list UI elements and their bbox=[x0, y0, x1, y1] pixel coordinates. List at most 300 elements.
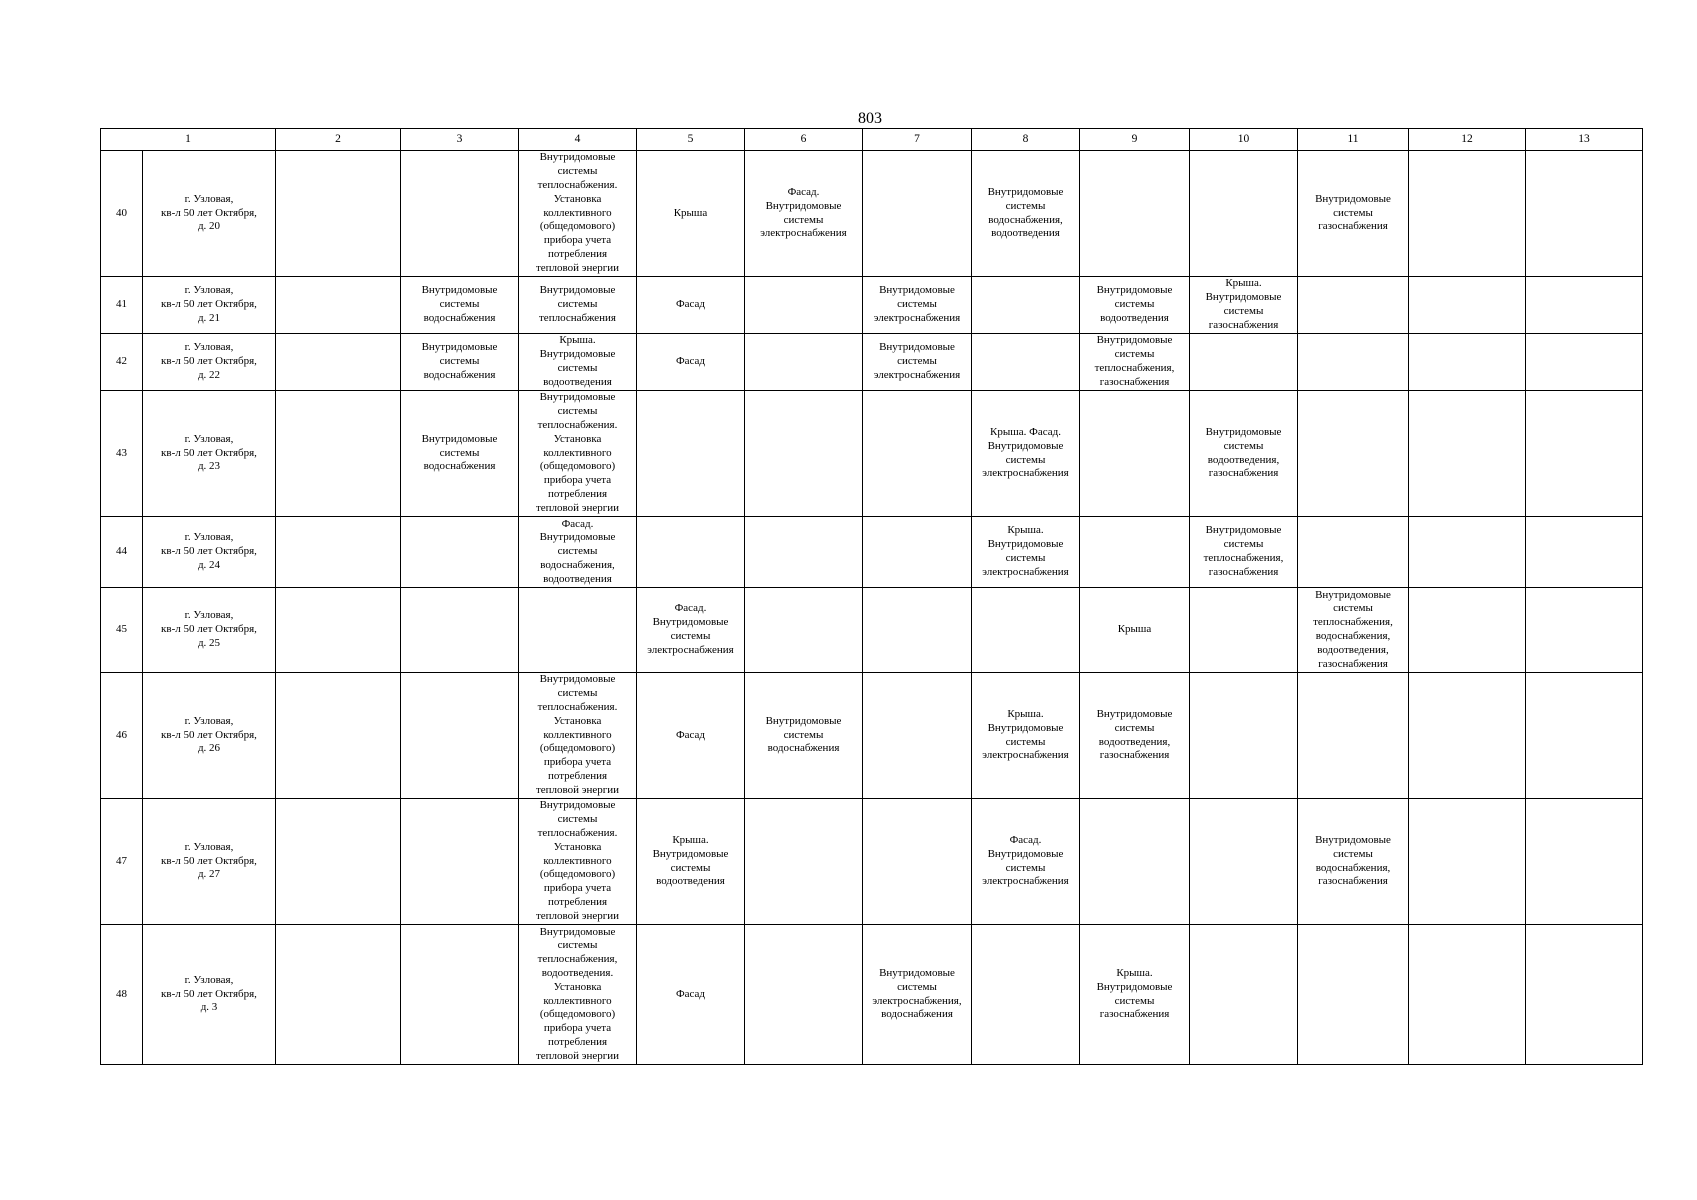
cell-line: теплоснабжения, bbox=[1203, 552, 1284, 564]
cell-line: электроснабжения bbox=[647, 643, 734, 656]
work-cell-col-6 bbox=[745, 799, 863, 925]
address-cell bbox=[143, 799, 276, 925]
cell-line: г. Узловая, bbox=[184, 432, 234, 445]
row-number: 46 bbox=[101, 673, 143, 799]
cell-line: (общедомового) bbox=[539, 220, 616, 233]
cell-line: тепловой энергии bbox=[535, 501, 620, 514]
header-row bbox=[101, 129, 1643, 151]
work-cell-col-9 bbox=[1080, 799, 1190, 925]
work-cell-col-3 bbox=[401, 588, 519, 673]
cell-line: водоотведения bbox=[991, 227, 1060, 240]
cell-line: водоотведения bbox=[1100, 311, 1169, 324]
cell-line: электроснабжения bbox=[873, 311, 961, 324]
cell-line: (общедомового) bbox=[539, 1008, 616, 1021]
cell-line: водоснабжения bbox=[881, 1008, 953, 1021]
cell-line: водоснабжения bbox=[423, 311, 496, 324]
cell-line: кв-л 50 лет Октября, bbox=[161, 446, 257, 459]
work-cell-col-12 bbox=[1409, 588, 1526, 673]
work-cell-col-13 bbox=[1526, 517, 1643, 588]
cell-line: кв-л 50 лет Октября, bbox=[161, 854, 257, 867]
cell-line: системы bbox=[1005, 735, 1046, 748]
column-header: 3 bbox=[401, 129, 519, 151]
cell-line: системы bbox=[557, 298, 598, 311]
cell-line: системы bbox=[1333, 602, 1373, 615]
work-cell-col-8 bbox=[972, 673, 1080, 799]
row-number: 45 bbox=[101, 588, 143, 673]
cell-line: системы bbox=[1114, 721, 1155, 734]
cell-line: водоснабжения, bbox=[540, 558, 615, 571]
cell-line: Внутридомовые bbox=[987, 847, 1064, 860]
cell-line: кв-л 50 лет Октября, bbox=[161, 545, 257, 558]
work-cell-col-11 bbox=[1298, 925, 1409, 1065]
work-cell-col-13 bbox=[1526, 673, 1643, 799]
work-cell-col-10 bbox=[1190, 925, 1298, 1065]
cell-line: Крыша. bbox=[672, 833, 709, 846]
cell-line: г. Узловая, bbox=[184, 341, 234, 354]
work-cell-col-9 bbox=[1080, 588, 1190, 673]
cell-line: Фасад bbox=[675, 987, 706, 1000]
cell-line: системы bbox=[557, 939, 598, 952]
work-cell-col-10 bbox=[1190, 799, 1298, 925]
work-cell-col-9 bbox=[1080, 391, 1190, 517]
cell-line: тепловой энергии bbox=[535, 783, 620, 796]
cell-line: Внутридомовые bbox=[1315, 833, 1391, 846]
work-cell-col-4 bbox=[519, 925, 637, 1065]
cell-line: системы bbox=[1114, 348, 1155, 361]
cell-line: системы bbox=[1333, 206, 1373, 219]
work-cell-col-7 bbox=[863, 334, 972, 391]
cell-line: Внутридомовые bbox=[1096, 334, 1173, 347]
column-header: 11 bbox=[1298, 129, 1409, 151]
cell-line: системы bbox=[557, 687, 598, 700]
cell-line: Фасад. bbox=[787, 185, 820, 198]
work-cell-col-4 bbox=[519, 673, 637, 799]
cell-line: кв-л 50 лет Октября, bbox=[161, 355, 257, 368]
work-cell-col-11 bbox=[1298, 673, 1409, 799]
cell-line: системы bbox=[1005, 552, 1046, 564]
cell-line: системы bbox=[897, 980, 937, 993]
work-cell-col-5 bbox=[637, 151, 745, 277]
cell-line: Крыша. Фасад. bbox=[990, 425, 1061, 438]
work-cell-col-8 bbox=[972, 277, 1080, 334]
cell-line: Внутридомовые bbox=[987, 721, 1064, 734]
cell-line: (общедомового) bbox=[539, 460, 616, 473]
work-cell-col-7 bbox=[863, 588, 972, 673]
cell-line: д. 26 bbox=[197, 742, 221, 755]
work-cell-col-3 bbox=[401, 517, 519, 588]
work-cell-col-6 bbox=[745, 334, 863, 391]
cell-line: теплоснабжения, bbox=[1313, 616, 1393, 629]
work-cell-col-3 bbox=[401, 277, 519, 334]
cell-line: Внутридомовые bbox=[879, 284, 955, 297]
cell-line: водоснабжения, bbox=[1315, 861, 1391, 874]
cell-line: потребления bbox=[547, 769, 608, 782]
cell-line: Внутридомовые bbox=[1205, 425, 1282, 438]
work-cell-col-4 bbox=[519, 334, 637, 391]
work-cell-col-5 bbox=[637, 799, 745, 925]
cell-line: Установка bbox=[553, 980, 602, 993]
cell-line: тепловой энергии bbox=[535, 1049, 620, 1062]
cell-line: прибора учета bbox=[543, 882, 612, 895]
work-cell-col-13 bbox=[1526, 799, 1643, 925]
cell-line: водоснабжения, bbox=[1315, 630, 1391, 642]
work-cell-col-7 bbox=[863, 151, 972, 277]
work-cell-col-5 bbox=[637, 588, 745, 673]
cell-line: Внутридомовые bbox=[987, 185, 1064, 198]
cell-line: системы bbox=[1114, 994, 1155, 1007]
work-cell-col-12 bbox=[1409, 277, 1526, 334]
cell-line: Крыша bbox=[673, 206, 708, 219]
work-cell-col-5 bbox=[637, 517, 745, 588]
table-row bbox=[101, 151, 1643, 277]
cell-line: Фасад. bbox=[561, 517, 594, 530]
cell-line: системы bbox=[897, 355, 937, 368]
cell-line: водоотведения bbox=[656, 875, 725, 888]
table-row bbox=[101, 334, 1643, 391]
cell-line: электроснабжения, bbox=[872, 994, 962, 1007]
work-cell-col-8 bbox=[972, 391, 1080, 517]
cell-line: Внутридомовые bbox=[539, 799, 616, 812]
work-cell-col-7 bbox=[863, 925, 972, 1065]
work-cell-col-13 bbox=[1526, 391, 1643, 517]
work-cell-col-12 bbox=[1409, 334, 1526, 391]
address-cell bbox=[143, 391, 276, 517]
work-cell-col-3 bbox=[401, 925, 519, 1065]
table-row bbox=[101, 799, 1643, 925]
cell-line: Внутридомовые bbox=[879, 341, 955, 354]
cell-line: г. Узловая, bbox=[184, 284, 234, 297]
cell-line: Крыша bbox=[1117, 623, 1152, 636]
cell-line: г. Узловая, bbox=[184, 973, 234, 986]
cell-line: системы bbox=[783, 728, 824, 741]
work-cell-col-6 bbox=[745, 925, 863, 1065]
cell-line: теплоснабжения. bbox=[537, 179, 618, 191]
cell-line: Фасад bbox=[675, 298, 706, 311]
cell-line: водоснабжения bbox=[767, 742, 840, 755]
cell-line: системы bbox=[897, 298, 937, 311]
cell-line: Внутридомовые bbox=[421, 432, 498, 445]
work-cell-col-6 bbox=[745, 391, 863, 517]
work-cell-col-9 bbox=[1080, 673, 1190, 799]
cell-line: системы bbox=[1005, 453, 1046, 466]
cell-line: кв-л 50 лет Октября, bbox=[161, 623, 257, 636]
work-cell-col-7 bbox=[863, 799, 972, 925]
cell-line: Внутридомовые bbox=[1096, 980, 1173, 993]
cell-line: д. 22 bbox=[197, 368, 221, 381]
work-cell-col-9 bbox=[1080, 517, 1190, 588]
cell-line: теплоснабжения. bbox=[537, 701, 618, 713]
cell-line: прибора учета bbox=[543, 756, 612, 769]
cell-line: системы bbox=[557, 813, 598, 826]
work-cell-col-10 bbox=[1190, 277, 1298, 334]
cell-line: коллективного bbox=[543, 206, 612, 219]
work-cell-col-13 bbox=[1526, 151, 1643, 277]
work-cell-col-2 bbox=[276, 277, 401, 334]
column-header: 13 bbox=[1526, 129, 1643, 151]
cell-line: газоснабжения bbox=[1208, 467, 1279, 480]
work-cell-col-9 bbox=[1080, 277, 1190, 334]
cell-line: газоснабжения bbox=[1318, 657, 1388, 670]
cell-line: д. 21 bbox=[197, 311, 221, 324]
page-number: 803 bbox=[858, 110, 882, 127]
cell-line: д. 23 bbox=[197, 460, 221, 473]
table-row bbox=[101, 673, 1643, 799]
cell-line: д. 3 bbox=[200, 1001, 218, 1014]
cell-line: водоотведения, bbox=[1207, 453, 1280, 466]
cell-line: газоснабжения bbox=[1099, 749, 1170, 762]
cell-line: водоснабжения bbox=[423, 460, 496, 473]
cell-line: электроснабжения bbox=[760, 227, 847, 240]
cell-line: теплоснабжения. bbox=[537, 827, 618, 839]
cell-line: д. 24 bbox=[197, 558, 221, 571]
work-cell-col-2 bbox=[276, 673, 401, 799]
table-row bbox=[101, 277, 1643, 334]
cell-line: системы bbox=[439, 298, 480, 311]
column-header: 9 bbox=[1080, 129, 1190, 151]
column-header: 7 bbox=[863, 129, 972, 151]
cell-line: Крыша. bbox=[559, 334, 596, 347]
work-cell-col-4 bbox=[519, 799, 637, 925]
cell-line: Внутридомовые bbox=[539, 391, 616, 404]
row-number: 40 bbox=[101, 151, 143, 277]
table-row bbox=[101, 517, 1643, 588]
cell-line: (общедомового) bbox=[539, 868, 616, 881]
cell-line: д. 27 bbox=[197, 868, 221, 881]
cell-line: потребления bbox=[547, 1035, 608, 1048]
cell-line: д. 20 bbox=[197, 220, 221, 233]
cell-line: электроснабжения bbox=[982, 467, 1069, 480]
work-cell-col-2 bbox=[276, 334, 401, 391]
cell-line: Внутридомовые bbox=[765, 199, 842, 212]
work-cell-col-5 bbox=[637, 673, 745, 799]
cell-line: г. Узловая, bbox=[184, 840, 234, 853]
cell-line: Установка bbox=[553, 714, 602, 727]
work-cell-col-3 bbox=[401, 334, 519, 391]
cell-line: системы bbox=[1223, 439, 1264, 452]
cell-line: системы bbox=[1005, 199, 1046, 212]
cell-line: г. Узловая, bbox=[184, 531, 234, 544]
cell-line: Установка bbox=[553, 192, 602, 205]
cell-line: коллективного bbox=[543, 728, 612, 741]
column-header: 12 bbox=[1409, 129, 1526, 151]
work-cell-col-12 bbox=[1409, 925, 1526, 1065]
column-header: 10 bbox=[1190, 129, 1298, 151]
work-cell-col-5 bbox=[637, 391, 745, 517]
work-cell-col-6 bbox=[745, 673, 863, 799]
work-cell-col-2 bbox=[276, 517, 401, 588]
work-cell-col-6 bbox=[745, 151, 863, 277]
cell-line: прибора учета bbox=[543, 234, 612, 247]
cell-line: Внутридомовые bbox=[1315, 192, 1391, 205]
work-cell-col-10 bbox=[1190, 151, 1298, 277]
cell-line: водоотведения. bbox=[541, 966, 614, 979]
cell-line: г. Узловая, bbox=[184, 192, 234, 205]
cell-line: теплоснабжения, bbox=[1094, 362, 1175, 374]
work-cell-col-9 bbox=[1080, 925, 1190, 1065]
cell-line: кв-л 50 лет Октября, bbox=[161, 298, 257, 311]
cell-line: системы bbox=[557, 405, 598, 418]
work-cell-col-7 bbox=[863, 673, 972, 799]
cell-line: газоснабжения bbox=[1318, 220, 1388, 233]
cell-line: системы bbox=[783, 213, 824, 226]
cell-line: потребления bbox=[547, 487, 608, 500]
work-cell-col-7 bbox=[863, 277, 972, 334]
cell-line: г. Узловая, bbox=[184, 609, 234, 622]
work-cell-col-12 bbox=[1409, 673, 1526, 799]
work-cell-col-13 bbox=[1526, 334, 1643, 391]
work-cell-col-12 bbox=[1409, 799, 1526, 925]
cell-line: системы bbox=[670, 861, 711, 874]
cell-line: кв-л 50 лет Октября, bbox=[161, 987, 257, 1000]
work-cell-col-3 bbox=[401, 151, 519, 277]
work-cell-col-12 bbox=[1409, 517, 1526, 588]
cell-line: теплоснабжения bbox=[539, 311, 616, 324]
cell-line: потребления bbox=[547, 247, 608, 260]
work-cell-col-2 bbox=[276, 391, 401, 517]
work-cell-col-8 bbox=[972, 799, 1080, 925]
cell-line: Внутридомовые bbox=[539, 925, 616, 938]
cell-line: Внутридомовые bbox=[421, 284, 498, 297]
cell-line: Внутридомовые bbox=[1096, 284, 1173, 297]
cell-line: электроснабжения bbox=[982, 749, 1069, 762]
cell-line: Внутридомовые bbox=[1205, 291, 1282, 304]
cell-line: водоснабжения bbox=[423, 368, 496, 381]
work-cell-col-13 bbox=[1526, 277, 1643, 334]
work-cell-col-12 bbox=[1409, 391, 1526, 517]
work-cell-col-11 bbox=[1298, 588, 1409, 673]
work-cell-col-8 bbox=[972, 925, 1080, 1065]
cell-line: коллективного bbox=[543, 854, 612, 867]
work-cell-col-11 bbox=[1298, 799, 1409, 925]
work-cell-col-4 bbox=[519, 391, 637, 517]
cell-line: тепловой энергии bbox=[535, 261, 620, 274]
work-cell-col-10 bbox=[1190, 517, 1298, 588]
cell-line: системы bbox=[439, 355, 480, 368]
work-cell-col-2 bbox=[276, 588, 401, 673]
address-cell bbox=[143, 673, 276, 799]
work-cell-col-11 bbox=[1298, 517, 1409, 588]
work-cell-col-8 bbox=[972, 517, 1080, 588]
row-number: 43 bbox=[101, 391, 143, 517]
cell-line: Внутридомовые bbox=[539, 284, 616, 297]
work-cell-col-8 bbox=[972, 334, 1080, 391]
cell-line: системы bbox=[439, 446, 480, 459]
work-cell-col-4 bbox=[519, 151, 637, 277]
cell-line: водоотведения bbox=[543, 572, 612, 585]
cell-line: системы bbox=[1223, 305, 1264, 317]
work-cell-col-5 bbox=[637, 925, 745, 1065]
cell-line: потребления bbox=[547, 895, 608, 908]
cell-line: теплоснабжения. bbox=[537, 419, 618, 431]
cell-line: тепловой энергии bbox=[535, 909, 620, 922]
address-cell bbox=[143, 588, 276, 673]
cell-line: газоснабжения bbox=[1099, 1008, 1170, 1021]
cell-line: Фасад bbox=[675, 728, 706, 741]
cell-line: прибора учета bbox=[543, 1022, 612, 1035]
work-cell-col-13 bbox=[1526, 588, 1643, 673]
cell-line: газоснабжения bbox=[1318, 875, 1388, 888]
cell-line: д. 25 bbox=[197, 636, 221, 649]
cell-line: системы bbox=[557, 165, 598, 178]
row-number: 42 bbox=[101, 334, 143, 391]
work-cell-col-2 bbox=[276, 925, 401, 1065]
work-cell-col-8 bbox=[972, 151, 1080, 277]
cell-line: Фасад bbox=[675, 355, 706, 368]
cell-line: Внутридомовые bbox=[879, 966, 955, 979]
work-cell-col-10 bbox=[1190, 334, 1298, 391]
cell-line: системы bbox=[557, 545, 598, 558]
cell-line: (общедомового) bbox=[539, 742, 616, 755]
cell-line: водоснабжения, bbox=[988, 213, 1063, 226]
cell-line: Внутридомовые bbox=[421, 341, 498, 354]
column-header: 5 bbox=[637, 129, 745, 151]
work-cell-col-7 bbox=[863, 391, 972, 517]
work-cell-col-6 bbox=[745, 588, 863, 673]
work-cell-col-11 bbox=[1298, 391, 1409, 517]
cell-line: Внутридомовые bbox=[1096, 707, 1173, 720]
cell-line: коллективного bbox=[543, 994, 612, 1007]
cell-line: водоотведения, bbox=[1098, 735, 1171, 748]
cell-line: Крыша. bbox=[1225, 277, 1262, 290]
work-cell-col-11 bbox=[1298, 277, 1409, 334]
work-cell-col-5 bbox=[637, 277, 745, 334]
work-cell-col-4 bbox=[519, 277, 637, 334]
cell-line: Крыша. bbox=[1116, 966, 1153, 979]
cell-line: газоснабжения bbox=[1208, 318, 1279, 331]
row-number: 47 bbox=[101, 799, 143, 925]
cell-line: теплоснабжения, bbox=[537, 953, 618, 966]
address-cell bbox=[143, 517, 276, 588]
table-row bbox=[101, 588, 1643, 673]
cell-line: Внутридомовые bbox=[539, 531, 616, 544]
cell-line: системы bbox=[1114, 298, 1155, 311]
cell-line: электроснабжения bbox=[982, 875, 1069, 888]
address-cell bbox=[143, 334, 276, 391]
work-cell-col-6 bbox=[745, 277, 863, 334]
cell-line: системы bbox=[1223, 538, 1264, 551]
work-cell-col-11 bbox=[1298, 334, 1409, 391]
row-number: 48 bbox=[101, 925, 143, 1065]
work-cell-col-3 bbox=[401, 673, 519, 799]
work-cell-col-7 bbox=[863, 517, 972, 588]
address-cell bbox=[143, 925, 276, 1065]
row-number: 44 bbox=[101, 517, 143, 588]
cell-line: Внутридомовые bbox=[987, 439, 1064, 452]
cell-line: Фасад. bbox=[674, 602, 707, 615]
work-cell-col-2 bbox=[276, 151, 401, 277]
cell-line: Установка bbox=[553, 432, 602, 445]
column-header: 8 bbox=[972, 129, 1080, 151]
cell-line: Внутридомовые bbox=[765, 714, 842, 727]
table-row bbox=[101, 391, 1643, 517]
work-cell-col-13 bbox=[1526, 925, 1643, 1065]
cell-line: кв-л 50 лет Октября, bbox=[161, 206, 257, 219]
work-cell-col-2 bbox=[276, 799, 401, 925]
cell-line: Внутридомовые bbox=[652, 847, 729, 860]
work-cell-col-3 bbox=[401, 391, 519, 517]
cell-line: Внутридомовые bbox=[1205, 524, 1282, 537]
work-cell-col-12 bbox=[1409, 151, 1526, 277]
cell-line: Внутридомовые bbox=[539, 348, 616, 361]
cell-line: Внутридомовые bbox=[987, 538, 1064, 551]
work-cell-col-4 bbox=[519, 588, 637, 673]
work-cell-col-11 bbox=[1298, 151, 1409, 277]
column-header: 6 bbox=[745, 129, 863, 151]
work-cell-col-9 bbox=[1080, 334, 1190, 391]
cell-line: Фасад. bbox=[1009, 833, 1042, 846]
cell-line: газоснабжения bbox=[1208, 565, 1279, 578]
cell-line: системы bbox=[1333, 847, 1373, 860]
